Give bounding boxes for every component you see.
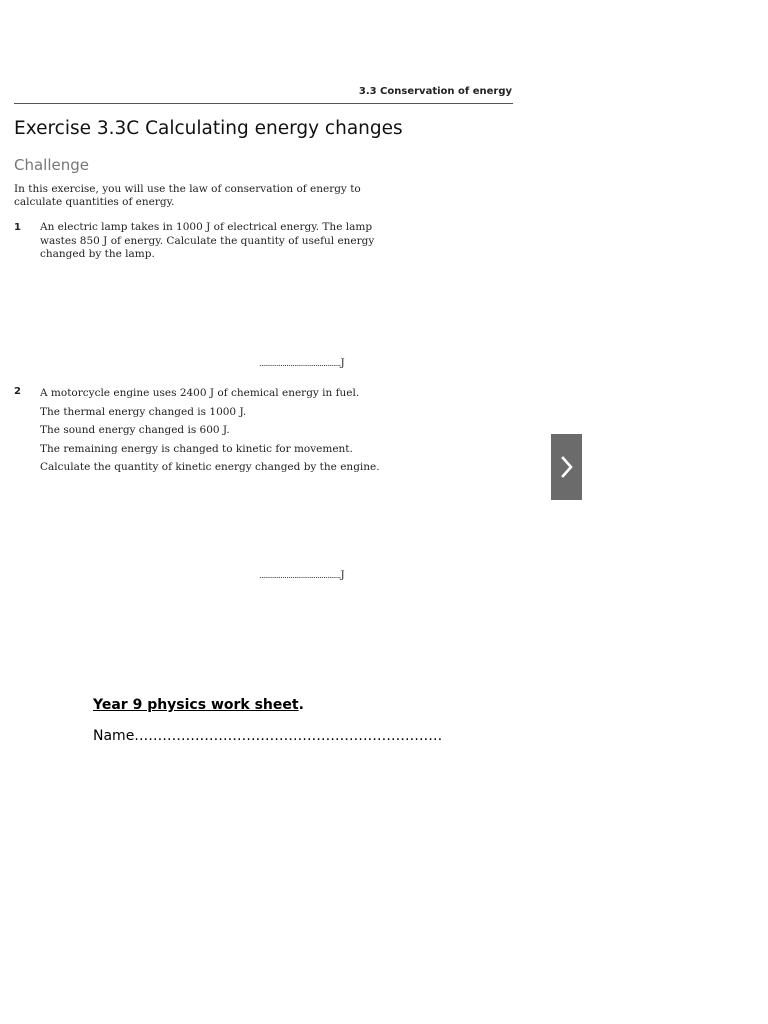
worksheet-title-period: . [298,697,304,713]
question-2-text [40,384,380,477]
question-line: An electric lamp takes in 1000 J of electrical energy. The lamp [40,221,373,233]
intro-line: calculate quantities of energy. [14,196,175,208]
question-line: A motorcycle engine uses 2400 J of chemical energy in fuel. [40,387,360,399]
question-1-text [40,221,375,262]
answer-unit: J [340,358,345,369]
exercise-title: Exercise 3.3C Calculating energy changes [14,118,403,139]
running-header: 3.3 Conservation of energy [358,86,512,97]
question-line: Calculate the quantity of kinetic energy changed by the engine. [40,461,380,474]
question-2-answer-line [259,570,345,581]
intro-line: In this exercise, you will use the law of conservation of energy to [14,183,361,195]
question-2-number: 2 [14,386,21,397]
answer-dots: .......................................... [259,571,341,580]
answer-unit: J [340,570,345,581]
answer-dots: .......................................... [259,359,341,368]
chevron-right-icon [560,455,574,479]
next-page-button[interactable] [551,434,582,500]
worksheet-title [93,697,304,713]
section-title: Challenge [14,156,89,174]
question-line: The thermal energy changed is 1000 J. [40,405,247,418]
exercise-intro [14,183,361,209]
worksheet-title-text: Year 9 physics work sheet [93,697,299,713]
question-1-answer-line [259,358,345,369]
question-line: The sound energy changed is 600 J. [40,424,230,437]
question-line: The remaining energy is changed to kinetic for movement. [40,442,353,455]
name-field-line: Name………………………………………………………… [93,728,443,744]
question-1-number: 1 [14,222,21,233]
question-line: changed by the lamp. [40,248,155,260]
header-rule [14,103,513,104]
question-line: wastes 850 J of energy. Calculate the quantity of useful energy [40,234,375,247]
